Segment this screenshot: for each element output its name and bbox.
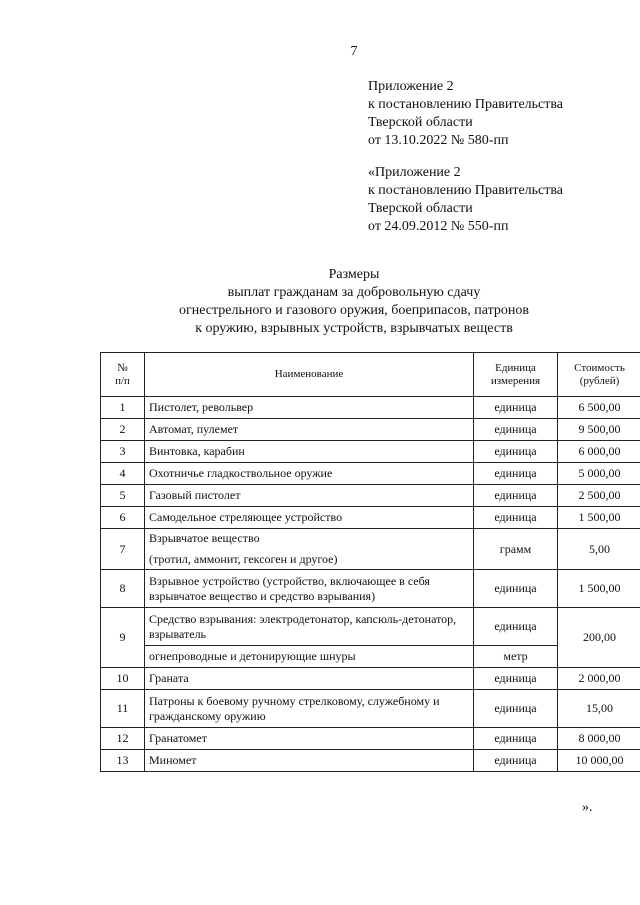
appendix-quoted-line: Тверской области (368, 201, 473, 216)
table-row (101, 463, 640, 485)
table-cell: 10 000,00 (558, 750, 640, 772)
table-cell: 8 (101, 570, 145, 608)
table-cell: единица (474, 668, 558, 690)
table-cell: 6 500,00 (558, 397, 640, 419)
title-line: выплат гражданам за добровольную сдачу (227, 285, 481, 300)
table-cell: 6 000,00 (558, 441, 640, 463)
appendix-quoted-line: к постановлению Правительства (368, 183, 564, 198)
appendix-quoted-header (368, 164, 563, 236)
table-cell: 5,00 (558, 529, 640, 570)
table-cell: 1 500,00 (558, 507, 640, 529)
table-cell: 5 000,00 (558, 463, 640, 485)
cell-text-line: (тротил, аммонит, гексоген и другое) (149, 552, 338, 566)
table-cell: Взрывное устройство (устройство, включающее в себя взрывчатое вещество и средство взрывания) (145, 570, 474, 608)
table-cell: 15,00 (558, 690, 640, 728)
document-title (0, 266, 640, 338)
table-cell: единица (474, 485, 558, 507)
table-header-row (101, 353, 640, 397)
table-cell: 1 (101, 397, 145, 419)
table-cell: 200,00 (558, 608, 640, 668)
table-cell: 9 500,00 (558, 419, 640, 441)
table-cell: 4 (101, 463, 145, 485)
table-row (101, 419, 640, 441)
table-cell: единица (474, 750, 558, 772)
table-cell: 3 (101, 441, 145, 463)
table-cell: Самодельное стреляющее устройство (145, 507, 474, 529)
header-unit (474, 353, 558, 397)
table-cell: Граната (145, 668, 474, 690)
closing-quote-mark: ». (582, 800, 593, 815)
table-cell: Охотничье гладкоствольное оружие (145, 463, 474, 485)
table-cell: 2 (101, 419, 145, 441)
table-cell: 11 (101, 690, 145, 728)
table-row (101, 728, 640, 750)
appendix-quoted-line: «Приложение 2 (368, 165, 461, 180)
cell-text-line: № (117, 361, 128, 374)
table-cell: грамм (474, 529, 558, 570)
table-cell: Пистолет, револьвер (145, 397, 474, 419)
table-row (101, 397, 640, 419)
appendix-line: к постановлению Правительства (368, 97, 564, 112)
table-row (101, 690, 640, 728)
table-cell: единица (474, 608, 558, 646)
cell-text-line: Взрывчатое вещество (149, 531, 260, 545)
table-row (101, 570, 640, 608)
table-cell: метр (474, 646, 558, 668)
cell-text-line: измерения (490, 374, 541, 387)
table-row (101, 608, 640, 646)
table-cell: единица (474, 690, 558, 728)
table-row (101, 485, 640, 507)
table-cell: единица (474, 507, 558, 529)
cell-text-line: (рублей) (579, 374, 620, 387)
table-row (101, 750, 640, 772)
table-cell: 13 (101, 750, 145, 772)
header-cost (558, 353, 640, 397)
table-cell: единица (474, 419, 558, 441)
appendix-quoted-line: от 24.09.2012 № 550-пп (368, 219, 509, 234)
table-cell: 2 000,00 (558, 668, 640, 690)
table-cell: 6 (101, 507, 145, 529)
table-cell: Патроны к боевому ручному стрелковому, служебному и гражданскому оружию (145, 690, 474, 728)
table-cell: Гранатомет (145, 728, 474, 750)
header-num (101, 353, 145, 397)
table-cell: Миномет (145, 750, 474, 772)
table-cell: единица (474, 397, 558, 419)
table-cell: единица (474, 728, 558, 750)
table-cell: Средство взрывания: электродетонатор, капсюль-детонатор, взрыватель (145, 608, 474, 646)
cell-text-line: п/п (115, 374, 130, 387)
table-row (101, 441, 640, 463)
table-row (101, 668, 640, 690)
table-row (101, 507, 640, 529)
header-name: Наименование (145, 353, 474, 397)
table-cell: 5 (101, 485, 145, 507)
table-cell: единица (474, 463, 558, 485)
title-line: огнестрельного и газового оружия, боеприпасов, патронов (178, 303, 530, 318)
table-cell: Автомат, пулемет (145, 419, 474, 441)
table-cell: Газовый пистолет (145, 485, 474, 507)
appendix-header (368, 78, 563, 150)
cell-text-line: Стоимость (574, 361, 625, 374)
appendix-line: от 13.10.2022 № 580-пп (368, 133, 509, 148)
table-cell: 10 (101, 668, 145, 690)
table-cell: 8 000,00 (558, 728, 640, 750)
title-line: к оружию, взрывных устройств, взрывчатых веществ (195, 321, 513, 336)
table-cell: 9 (101, 608, 145, 668)
table-cell: 12 (101, 728, 145, 750)
table-cell: единица (474, 570, 558, 608)
title-line: Размеры (328, 267, 380, 282)
payments-table (100, 352, 640, 772)
table-cell (145, 529, 474, 570)
table-cell: единица (474, 441, 558, 463)
appendix-line: Тверской области (368, 115, 473, 130)
table-cell: огнепроводные и детонирующие шнуры (145, 646, 474, 668)
appendix-line: Приложение 2 (368, 79, 454, 94)
table-row (101, 529, 640, 570)
table-cell: 2 500,00 (558, 485, 640, 507)
table-cell: 1 500,00 (558, 570, 640, 608)
table-cell: Винтовка, карабин (145, 441, 474, 463)
cell-text-line: Единица (495, 361, 536, 374)
page-number: 7 (350, 44, 358, 59)
table-cell: 7 (101, 529, 145, 570)
